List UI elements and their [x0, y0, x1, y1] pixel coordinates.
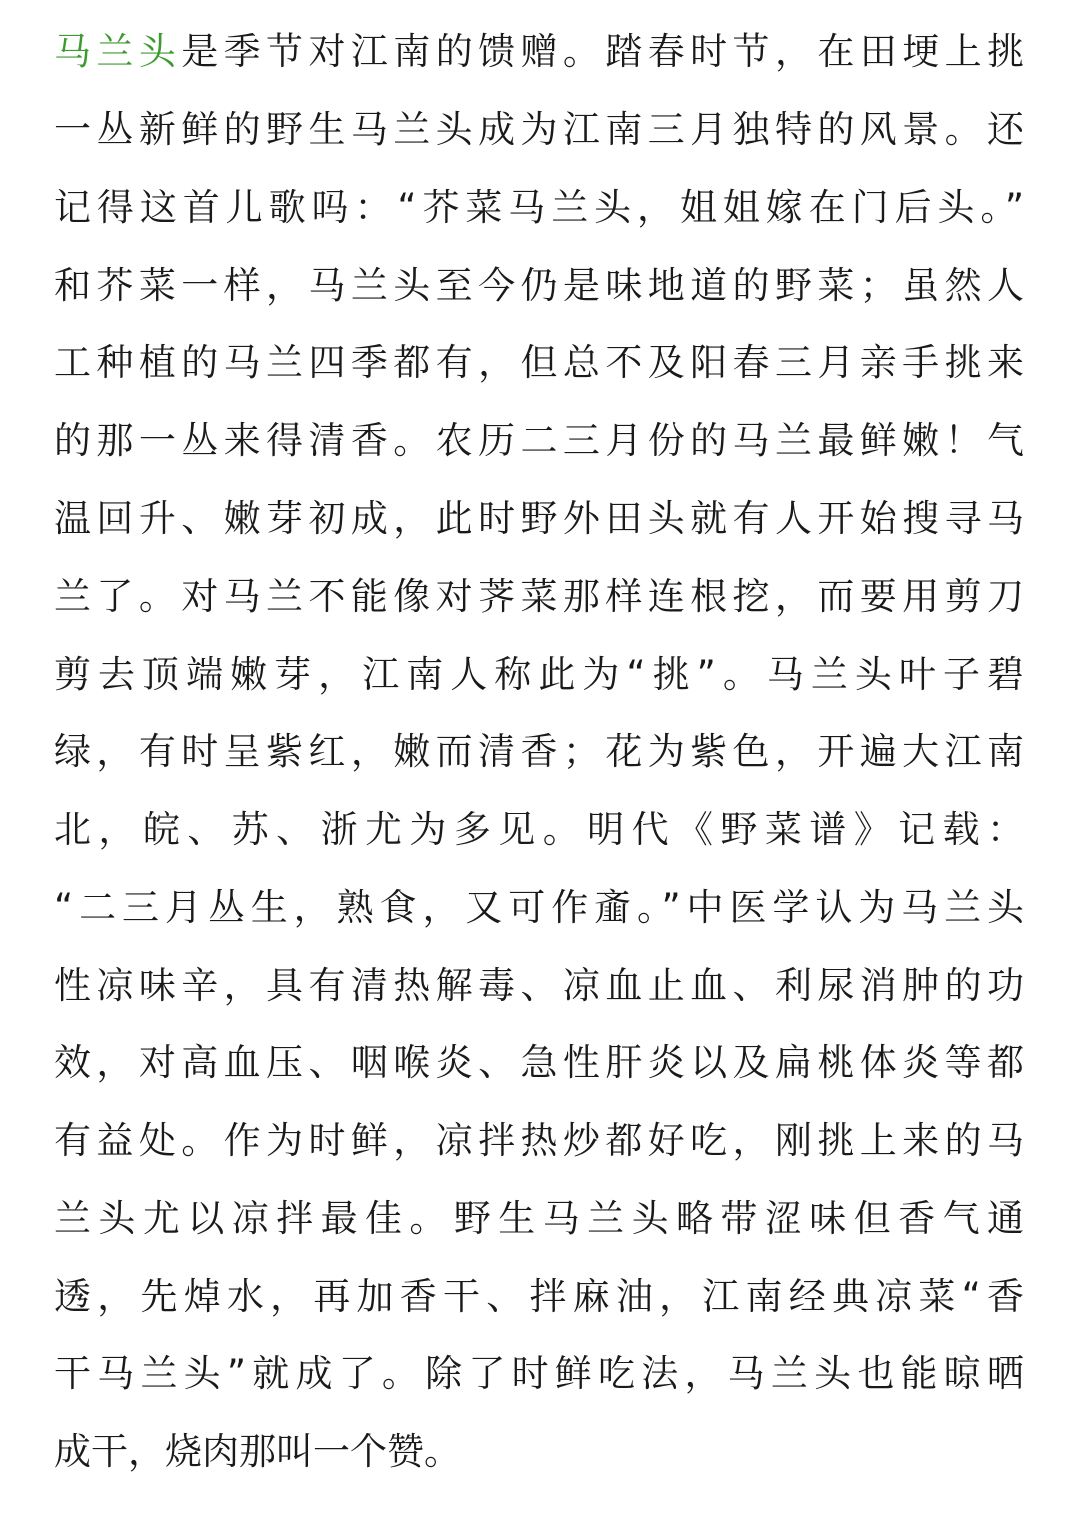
article-line-4: 和芥菜一样，马兰头至今仍是味地道的野菜；虽然人: [54, 264, 1024, 307]
article-line-text: 是季节对江南的馈赠。踏春时节，在田埂上挑: [181, 30, 1025, 73]
article-line-12: “二三月丛生，熟食，又可作齑。”中医学认为马兰头: [54, 886, 1024, 929]
article-line-15: 有益处。作为时鲜，凉拌热炒都好吃，刚挑上来的马: [54, 1119, 1024, 1162]
article-line-7: 温回升、嫩芽初成，此时野外田头就有人开始搜寻马: [54, 497, 1024, 540]
highlight-keyword: 马兰头: [54, 30, 182, 73]
article-line-14: 效，对高血压、咽喉炎、急性肝炎以及扁桃体炎等都: [54, 1041, 1024, 1084]
article-line-3: 记得这首儿歌吗：“芥菜马兰头，姐姐嫁在门后头。”: [54, 186, 1024, 229]
article-line-8: 兰了。对马兰不能像对荠菜那样连根挖，而要用剪刀: [54, 575, 1024, 618]
article-line-2: 一丛新鲜的野生马兰头成为江南三月独特的风景。还: [54, 108, 1024, 151]
article-line-17: 透，先焯水，再加香干、拌麻油，江南经典凉菜“香: [54, 1275, 1024, 1318]
article-line-19: 成干，烧肉那叫一个赞。: [54, 1430, 461, 1473]
article-line-1: [54, 22, 1024, 82]
article-line-18: 干马兰头”就成了。除了时鲜吃法，马兰头也能晾晒: [54, 1352, 1024, 1395]
article-line-6: 的那一丛来得清香。农历二三月份的马兰最鲜嫩！气: [54, 419, 1024, 462]
article-line-9: 剪去顶端嫩芽，江南人称此为“挑”。马兰头叶子碧: [54, 653, 1024, 696]
article-line-11: 北，皖、苏、浙尤为多见。明代《野菜谱》记载：: [54, 808, 1024, 851]
article-line-10: 绿，有时呈紫红，嫩而清香；花为紫色，开遍大江南: [54, 730, 1024, 773]
article-line-16: 兰头尤以凉拌最佳。野生马兰头略带涩味但香气通: [54, 1197, 1024, 1240]
article-line-13: 性凉味辛，具有清热解毒、凉血止血、利尿消肿的功: [54, 964, 1024, 1007]
article-line-5: 工种植的马兰四季都有，但总不及阳春三月亲手挑来: [54, 341, 1024, 384]
